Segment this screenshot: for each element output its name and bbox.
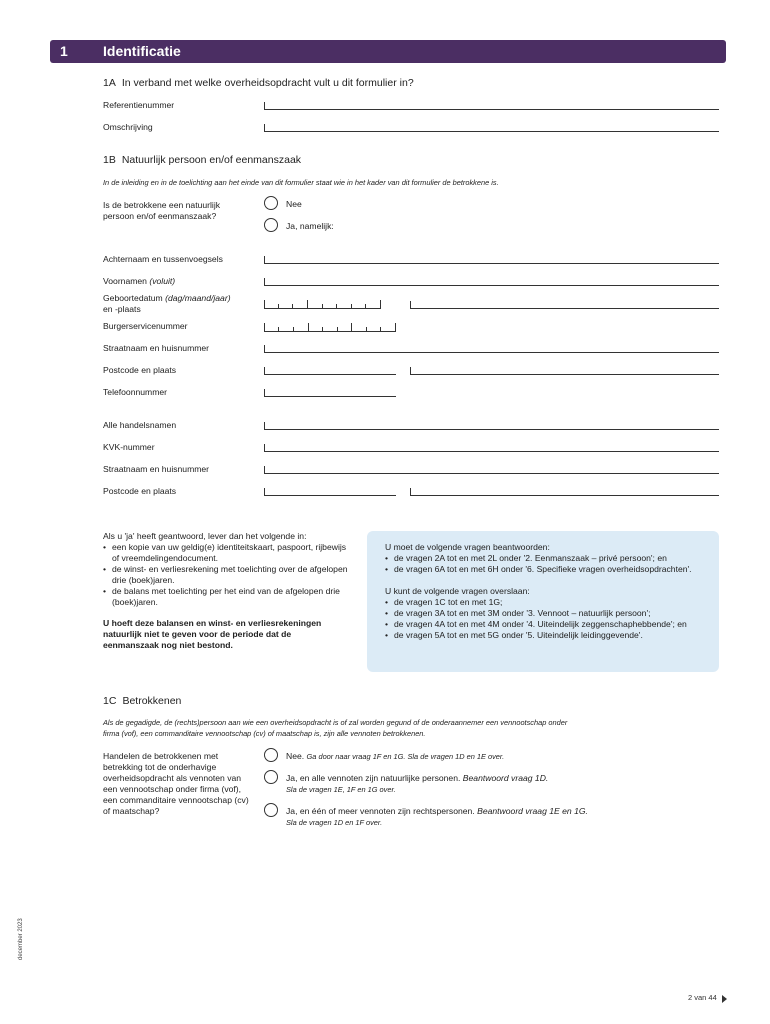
info-box-item: • de vragen 4A tot en met 4M onder '4. Uiteindelijk zeggenschaphebbende'; en [385,619,710,630]
footer-date: december 2023 [18,918,24,960]
kvk-nummer-field[interactable] [264,444,719,452]
radio-1c-ja-natuurlijk[interactable] [264,770,278,784]
label-achternaam: Achternaam en tussenvoegsels [103,254,223,264]
option-nee-label: Nee [286,199,302,209]
option-ja-label: Ja, namelijk: [286,221,334,231]
question-vennootschap: Handelen de betrokkenen met betrekking tot de onderhavige overheidsopdracht als vennoten van een vennootschap onder firma (vof), een commanditaire vennootschap (cv) of maatschap? [103,751,249,816]
label-straatnaam-2: Straatnaam en huisnummer [103,464,210,474]
info-box-item: • de vragen 2A tot en met 2L onder '2. Eenmanszaak – privé persoon'; en [385,553,710,564]
question-natuurlijk-persoon: Is de betrokkene een natuurlijk persoon en/of eenmanszaak? [103,200,221,221]
section-1b-title: 1B Natuurlijk persoon en/of eenmanszaak [103,154,302,166]
straatnaam-field-1[interactable] [264,345,719,353]
plaats-field-1[interactable] [410,367,719,375]
section-header [50,40,726,63]
info-box: U moet de volgende vragen beantwoorden: • de vragen 2A tot en met 2L onder '2. Eenmanszaak – privé persoon'; en • de vragen 6A tot en met 6H onder '6. Specifieke vragen overheidsopdrachten'. U kunt de volgende vragen overslaan: • de vragen 1C tot en met 1G; • de vragen 3A tot en met 3M onder '3. Vennoot – natuurlijk persoon'; • de vragen 4A tot en met 4M onder '4. Uiteindelijk zeggenschaphebbende'; en • de vragen 5A tot en met 5G onder '5. Uiteindelijk leidinggevende'. [367,531,719,672]
page-number: 2 van 44 [688,993,717,1002]
label-postcode-1: Postcode en plaats [103,365,177,375]
label-geboortedatum: Geboortedatum (dag/maand/jaar) en -plaats [103,293,231,314]
voornamen-field[interactable] [264,278,719,286]
radio-ja[interactable] [264,218,278,232]
note-left-item: • een kopie van uw geldig(e) identiteitskaart, paspoort, rijbewijs of vreemdelingendocument. [103,542,348,564]
postcode-field-1[interactable] [264,367,396,375]
info-box-item: • de vragen 1C tot en met 1G; [385,597,710,608]
postcode-field-2[interactable] [264,488,396,496]
label-burgerservicenummer: Burgerservicenummer [103,321,188,331]
section-title: Identificatie [103,43,181,59]
label-omschrijving: Omschrijving [103,122,153,132]
radio-1c-nee[interactable] [264,748,278,762]
label-handelsnamen: Alle handelsnamen [103,420,177,430]
option-1c-ja-natuurlijk-label: Ja, en alle vennoten zijn natuurlijke personen. Beantwoord vraag 1D. Sla de vragen 1E, 1F en 1G over. [286,773,549,794]
achternaam-field[interactable] [264,256,719,264]
radio-1c-ja-rechtspersonen[interactable] [264,803,278,817]
burgerservicenummer-field[interactable] [264,323,396,332]
label-kvk-nummer: KVK-nummer [103,442,155,452]
note-left-item: • de winst- en verliesrekening met toelichting over de afgelopen drie (boek)jaren. [103,564,348,586]
radio-nee[interactable] [264,196,278,210]
section-number: 1 [60,43,68,59]
section-1a-title: 1A In verband met welke overheidsopdracht vult u dit formulier in? [103,77,414,89]
label-telefoonnummer: Telefoonnummer [103,387,168,397]
info-box-item: • de vragen 5A tot en met 5G onder '5. Uiteindelijk leidinggevende'. [385,630,710,641]
geboorteplaats-field[interactable] [410,301,719,309]
option-1c-nee-label: Nee. Ga door naar vraag 1F en 1G. Sla de vragen 1D en 1E over. [286,751,505,761]
next-page-arrow-icon[interactable] [722,995,727,1003]
section-1b-intro: In de inleiding en in de toelichting aan het einde van dit formulier staat wie in het kader van dit formulier de betrokkene is. [103,178,499,187]
info-box-item: • de vragen 3A tot en met 3M onder '3. Vennoot – natuurlijk persoon'; [385,608,710,619]
omschrijving-field[interactable] [264,124,719,132]
option-1c-ja-rechtspersonen-label: Ja, en één of meer vennoten zijn rechtspersonen. Beantwoord vraag 1E en 1G. Sla de vragen 1D en 1F over. [286,806,588,827]
handelsnamen-field[interactable] [264,422,719,430]
note-left-bold: U hoeft deze balansen en winst- en verliesrekeningen natuurlijk niet te geven voor de periode dat de eenmanszaak nog niet bestond. [103,618,322,650]
label-referentienummer: Referentienummer [103,100,175,110]
label-straatnaam-1: Straatnaam en huisnummer [103,343,210,353]
section-1c-title: 1C Betrokkenen [103,695,182,707]
note-left-item: • de balans met toelichting per het eind van de afgelopen drie (boek)jaren. [103,586,348,608]
geboortedatum-field[interactable] [264,300,381,309]
telefoonnummer-field[interactable] [264,389,396,397]
label-voornamen: Voornamen (voluit) [103,276,176,286]
straatnaam-field-2[interactable] [264,466,719,474]
label-postcode-2: Postcode en plaats [103,486,177,496]
plaats-field-2[interactable] [410,488,719,496]
section-1c-intro: Als de gegadigde, de (rechts)persoon aan wie een overheidsopdracht is of zal worden gegund of de onderaannemer een vennootschap onder firma (vof), een commanditaire vennootschap (cv) of maatschap is, zijn alle vennoten betrokkenen. [103,718,568,738]
info-box-item: • de vragen 6A tot en met 6H onder '6. Specifieke vragen overheidsopdrachten'. [385,564,710,575]
note-left: Als u 'ja' heeft geantwoord, lever dan het volgende in: • een kopie van uw geldig(e) identiteitskaart, paspoort, rijbewijs of vreemdelingendocument. • de winst- en verliesrekening met toelichting over de afgelopen drie (boek)jaren. • de balans met toelichting per het eind van de afgelopen drie (boek)jaren. [103,531,348,608]
referentienummer-field[interactable] [264,102,719,110]
